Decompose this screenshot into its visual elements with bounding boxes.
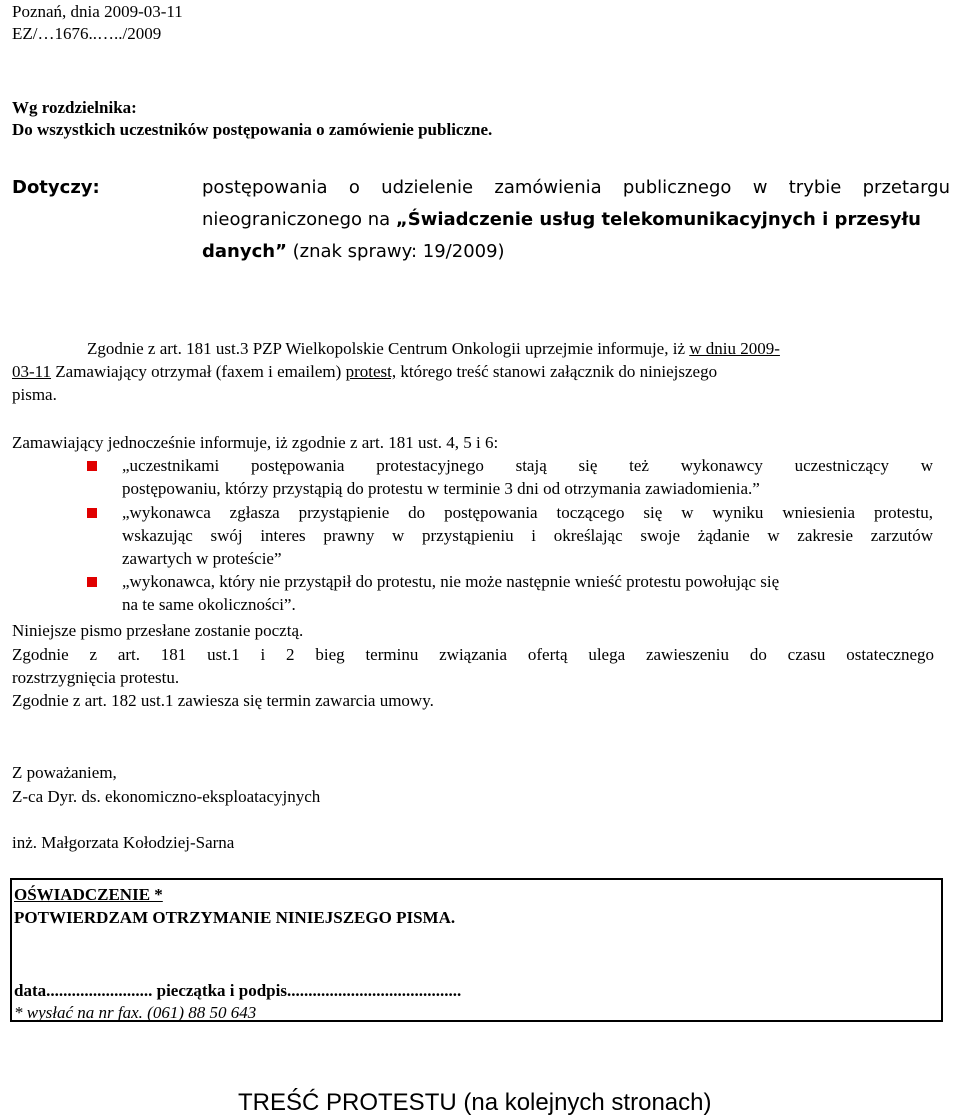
statement-heading: OŚWIADCZENIE *: [14, 885, 163, 904]
signatory-title: Z-ca Dyr. ds. ekonomiczno-eksploatacyjnych: [12, 787, 321, 806]
paragraph-4-line-1: Zgodnie z art. 181 ust.1 i 2 bieg terminu związania ofertą ulega zawieszeniu do czasu ostatecznego: [12, 645, 934, 664]
subject-title: „Świadczenie usług telekomunikacyjnych i przesyłu: [395, 209, 921, 230]
subject-prefix: nieograniczonego na: [202, 209, 396, 230]
subject-line-1: postępowania o udzielenie zamówienia publicznego w trybie przetargu: [202, 177, 950, 198]
subject-title-end: danych”: [202, 241, 287, 262]
bullet-2-line-1: „wykonawca zgłasza przystąpienie do postępowania toczącego się w wyniku wniesienia protestu,: [122, 503, 933, 522]
bullet-3-line-2: na te same okoliczności”.: [122, 595, 296, 614]
bullet-1-line-2: postępowaniu, którzy przystąpią do protestu w terminie 3 dni od otrzymania zawiadomienia.”: [122, 479, 760, 498]
place-date: Poznań, dnia 2009-03-11: [12, 2, 183, 21]
recipient-label: Wg rozdzielnika:: [12, 98, 137, 117]
paragraph-1-line-1: [87, 338, 780, 360]
paragraph-3: Niniejsze pismo przesłane zostanie pocztą.: [12, 621, 304, 640]
greeting: Z poważaniem,: [12, 763, 117, 782]
bullet-square-icon: [87, 577, 97, 587]
paragraph-1-line-2: [12, 361, 934, 383]
p1-text-c: którego treść stanowi załącznik do niniejszego: [396, 362, 718, 381]
case-number: (znak sprawy: 19/2009): [286, 241, 505, 262]
protest-title: TREŚĆ PROTESTU (na kolejnych stronach): [238, 1089, 712, 1116]
subject-line-3: [202, 236, 505, 268]
p1-protest-underlined: protest,: [345, 362, 397, 381]
recipient-text: Do wszystkich uczestników postępowania o zamówienie publiczne.: [12, 120, 493, 139]
subject-line-2: [202, 204, 921, 236]
p1-text-a: Zgodnie z art. 181 ust.3 PZP Wielkopolskie Centrum Onkologii uprzejmie informuje, iż: [87, 339, 690, 358]
bullet-2-line-2: wskazując swój interes prawny w przystąpieniu i określając swoje żądanie w zakresie zarzutów: [122, 526, 933, 545]
bullet-1-line-1: „uczestnikami postępowania protestacyjnego stają się też wykonawcy uczestniczący w: [122, 456, 933, 475]
paragraph-2: Zamawiający jednocześnie informuje, iż zgodnie z art. 181 ust. 4, 5 i 6:: [12, 433, 499, 452]
paragraph-5: Zgodnie z art. 182 ust.1 zawiesza się termin zawarcia umowy.: [12, 691, 434, 710]
bullet-2-line-3: zawartych w proteście”: [122, 549, 282, 568]
paragraph-4-line-2: rozstrzygnięcia protestu.: [12, 668, 180, 687]
p1-text-b: Zamawiający otrzymał (faxem i emailem): [51, 362, 346, 381]
p1-date-underlined: w dniu 2009-: [689, 339, 780, 358]
p1-date-end: 03-11: [12, 362, 52, 381]
signatory-name: inż. Małgorzata Kołodziej-Sarna: [12, 833, 235, 852]
reference-number: EZ/…1676..…../2009: [12, 24, 162, 43]
bullet-square-icon: [87, 508, 97, 518]
statement-confirmation: POTWIERDZAM OTRZYMANIE NINIEJSZEGO PISMA.: [14, 908, 456, 927]
statement-footnote: * wysłać na nr fax. (061) 88 50 643: [14, 1003, 257, 1022]
bullet-3-line-1: „wykonawca, który nie przystąpił do protestu, nie może następnie wnieść protestu powołując się: [122, 572, 780, 591]
bullet-square-icon: [87, 461, 97, 471]
paragraph-1-line-3: pisma.: [12, 385, 57, 404]
statement-fields: data......................... pieczątka i podpis.........................................: [14, 981, 462, 1000]
subject-label: Dotyczy:: [12, 177, 100, 198]
